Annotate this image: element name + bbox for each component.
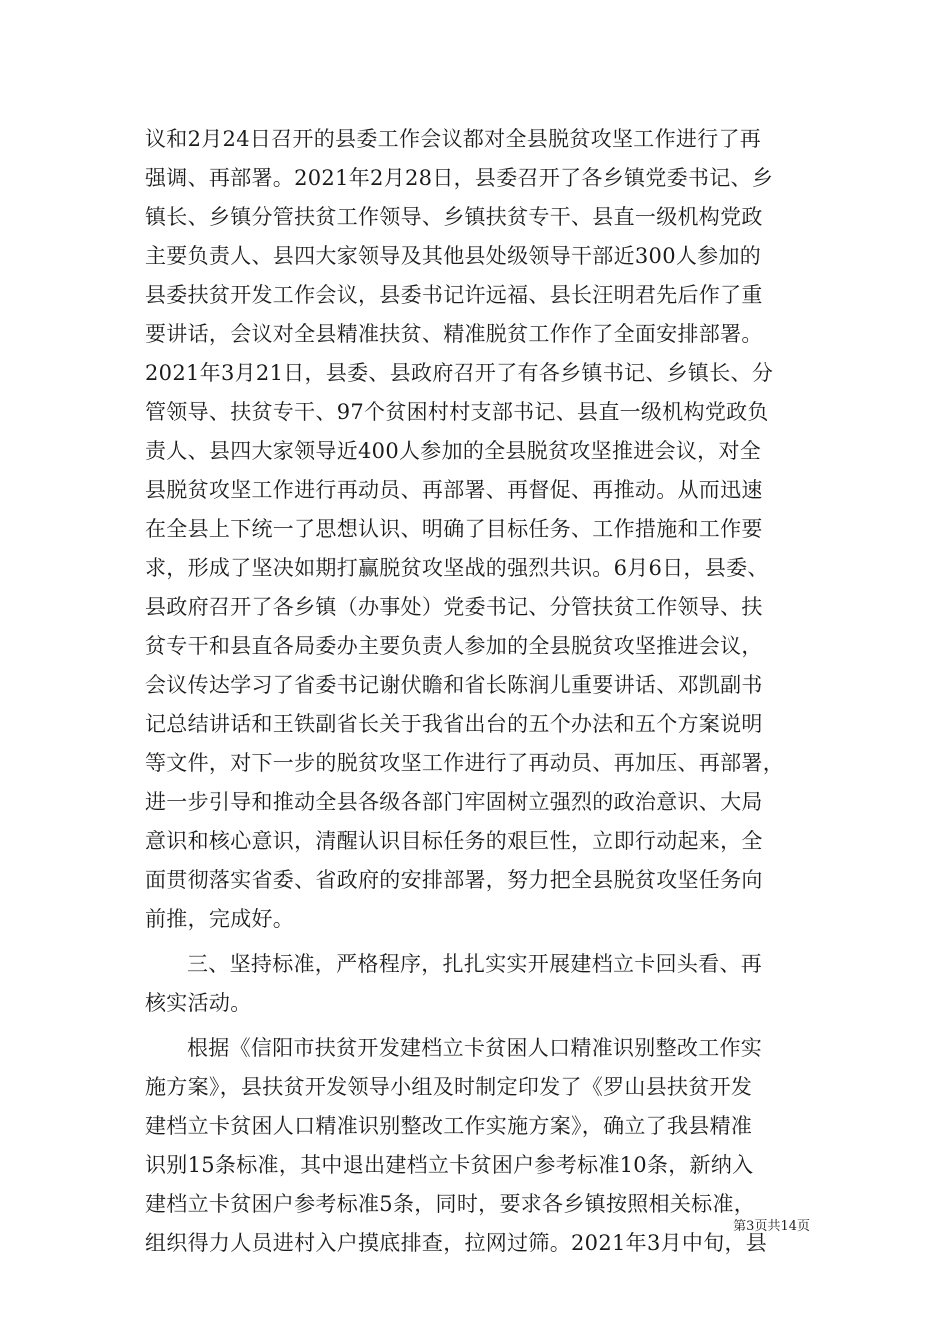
text-line: 县委扶贫开发工作会议，县委书记许远福、县长汪明君先后作了重 [145,283,763,307]
text-line: 在全县上下统一了思想认识、明确了目标任务、工作措施和工作要 [145,517,763,541]
text-line: 县脱贫攻坚工作进行再动员、再部署、再督促、再推动。从而迅速 [145,478,763,502]
text-line: 镇长、乡镇分管扶贫工作领导、乡镇扶贫专干、县直一级机构党政 [145,205,763,229]
text-line: 要讲话，会议对全县精准扶贫、精准脱贫工作作了全面安排部署。 [145,322,763,346]
text-line: 强调、再部署。2021年2月28日，县委召开了各乡镇党委书记、乡 [145,166,774,190]
text-line: 求，形成了坚决如期打赢脱贫攻坚战的强烈共识。6月6日，县委、 [145,556,769,580]
text-line: 进一步引导和推动全县各级各部门牢固树立强烈的政治意识、大局 [145,790,763,814]
text-line: 意识和核心意识，清醒认识目标任务的艰巨性，立即行动起来，全 [145,829,763,853]
paragraph-meetings [145,120,805,939]
text-line: 组织得力人员进村入户摸底排查，拉网过筛。2021年3月中旬，县 [145,1231,768,1255]
text-line: 议和2月24日召开的县委工作会议都对全县脱贫攻坚工作进行了再 [145,127,762,151]
paragraph-standards [145,1029,805,1263]
heading-line: 三、坚持标准，严格程序，扎扎实实开展建档立卡回头看、再 [187,952,763,976]
text-line: 2021年3月21日，县委、县政府召开了有各乡镇书记、乡镇长、分 [145,361,774,385]
document-body [145,120,805,1263]
section-heading-3 [145,945,805,1023]
text-line: 主要负责人、县四大家领导及其他县处级领导干部近300人参加的 [145,244,762,268]
text-line: 识别15条标准，其中退出建档立卡贫困户参考标准10条，新纳入 [145,1153,754,1177]
text-line: 县政府召开了各乡镇（办事处）党委书记、分管扶贫工作领导、扶 [145,595,763,619]
text-line: 建档立卡贫困户参考标准5条，同时，要求各乡镇按照相关标准， [145,1192,756,1216]
text-line: 贫专干和县直各局委办主要负责人参加的全县脱贫攻坚推进会议， [145,634,763,658]
text-line: 责人、县四大家领导近400人参加的全县脱贫攻坚推进会议，对全 [145,439,762,463]
text-line: 根据《信阳市扶贫开发建档立卡贫困人口精准识别整改工作实 [187,1036,763,1060]
text-line: 前推，完成好。 [145,907,295,931]
text-line: 施方案》，县扶贫开发领导小组及时制定印发了《罗山县扶贫开发 [145,1075,753,1099]
page-number-footer: 第3页共14页 [733,1219,810,1234]
text-line: 管领导、扶贫专干、97个贫困村村支部书记、县直一级机构党政负 [145,400,769,424]
text-line: 建档立卡贫困人口精准识别整改工作实施方案》，确立了我县精准 [145,1114,753,1138]
text-line: 等文件，对下一步的脱贫攻坚工作进行了再动员、再加压、再部署， [145,751,784,775]
text-line: 面贯彻落实省委、省政府的安排部署，努力把全县脱贫攻坚任务向 [145,868,763,892]
text-line: 记总结讲话和王铁副省长关于我省出台的五个办法和五个方案说明 [145,712,763,736]
text-line: 会议传达学习了省委书记谢伏瞻和省长陈润儿重要讲话、邓凯副书 [145,673,763,697]
heading-line: 核实活动。 [145,991,252,1015]
